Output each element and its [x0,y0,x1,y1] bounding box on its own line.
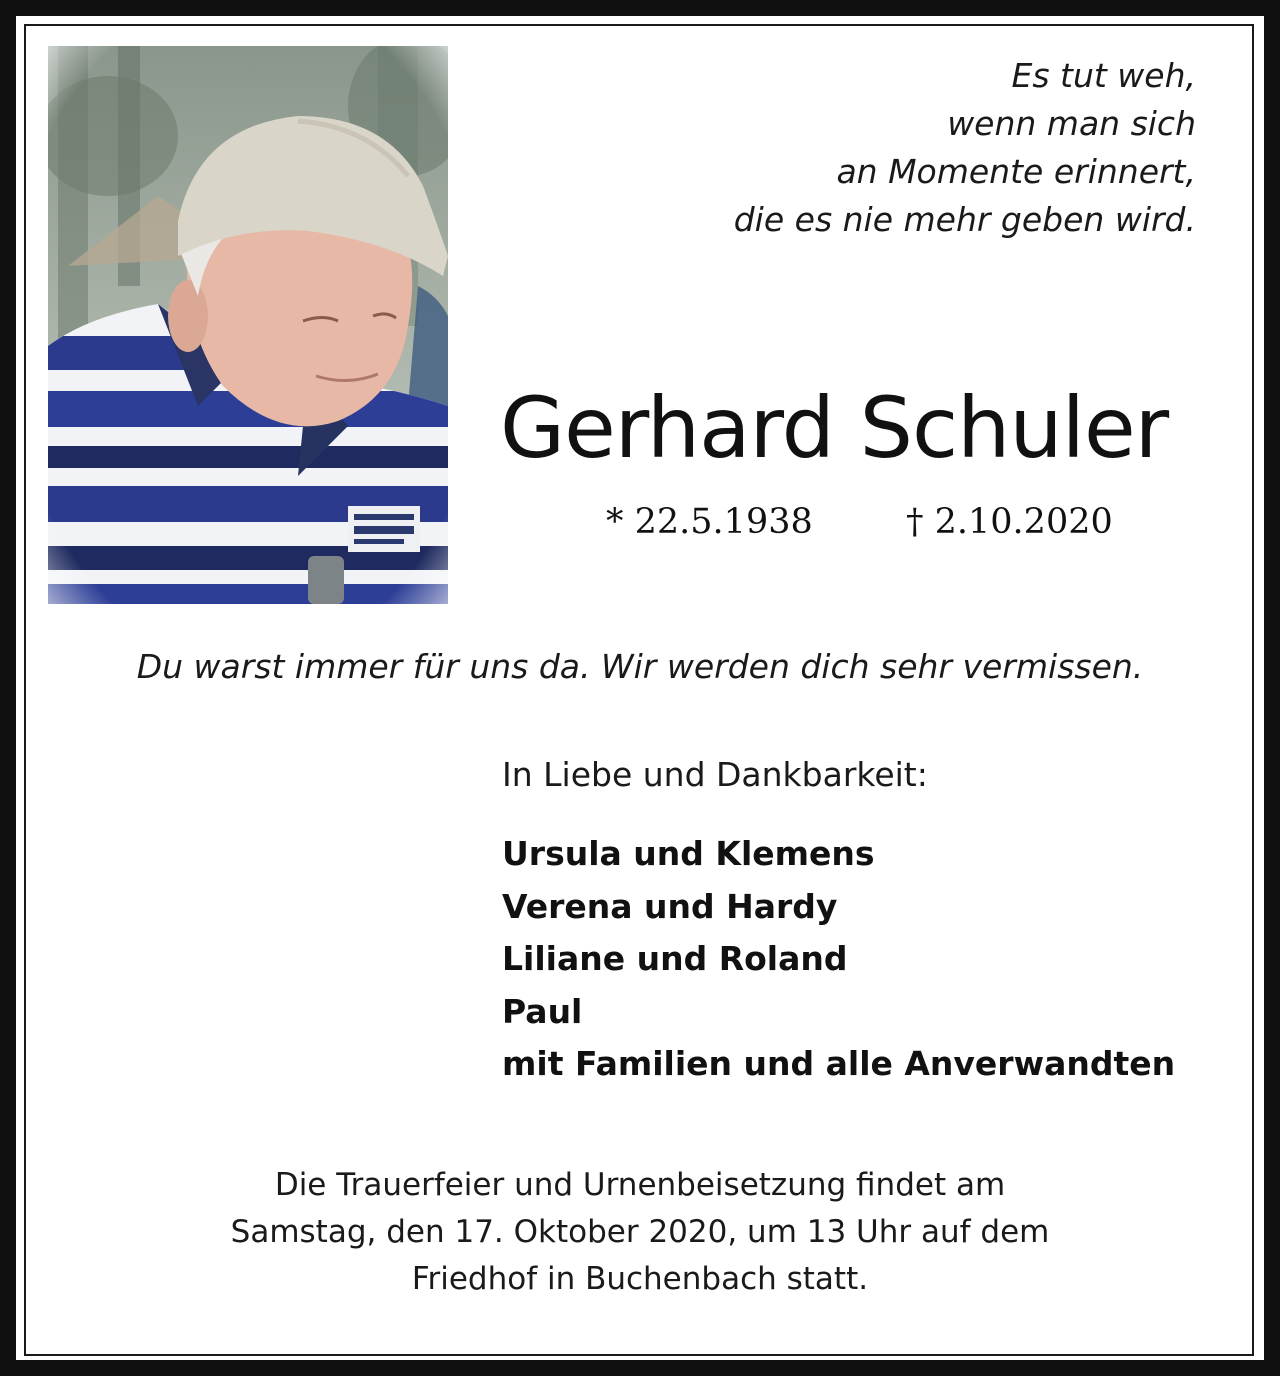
motto: Du warst immer für uns da. Wir werden dich sehr vermissen. [136,647,1144,686]
mourners-intro: In Liebe und Dankbarkeit: [502,755,928,794]
ceremony-line: Die Trauerfeier und Urnenbeisetzung findet am [274,1167,1006,1203]
mourner-name: Paul [502,991,583,1031]
mourner-name: Liliane und Roland [502,939,848,978]
poem-line: an Momente erinnert, [836,152,1196,191]
mourner-name: Ursula und Klemens [502,834,875,873]
birth-date: * 22.5.1938 [606,502,813,542]
poem-line: die es nie mehr geben wird. [733,200,1196,239]
ceremony-info [140,1162,1140,1303]
ceremony-line: Friedhof in Buchenbach statt. [411,1261,869,1297]
mourner-name: mit Familien und alle Anverwandten [502,1044,1176,1083]
death-date: † 2.10.2020 [906,502,1113,542]
poem-line: wenn man sich [947,104,1196,143]
portrait-photo [48,46,448,604]
mourners-list [502,828,1175,1091]
mourner-name: Verena und Hardy [502,886,838,926]
ceremony-line: Samstag, den 17. Oktober 2020, um 13 Uhr auf dem [230,1214,1050,1250]
poem [636,52,1196,244]
poem-line: Es tut weh, [1011,56,1196,95]
deceased-name: Gerhard Schuler [500,379,1169,477]
